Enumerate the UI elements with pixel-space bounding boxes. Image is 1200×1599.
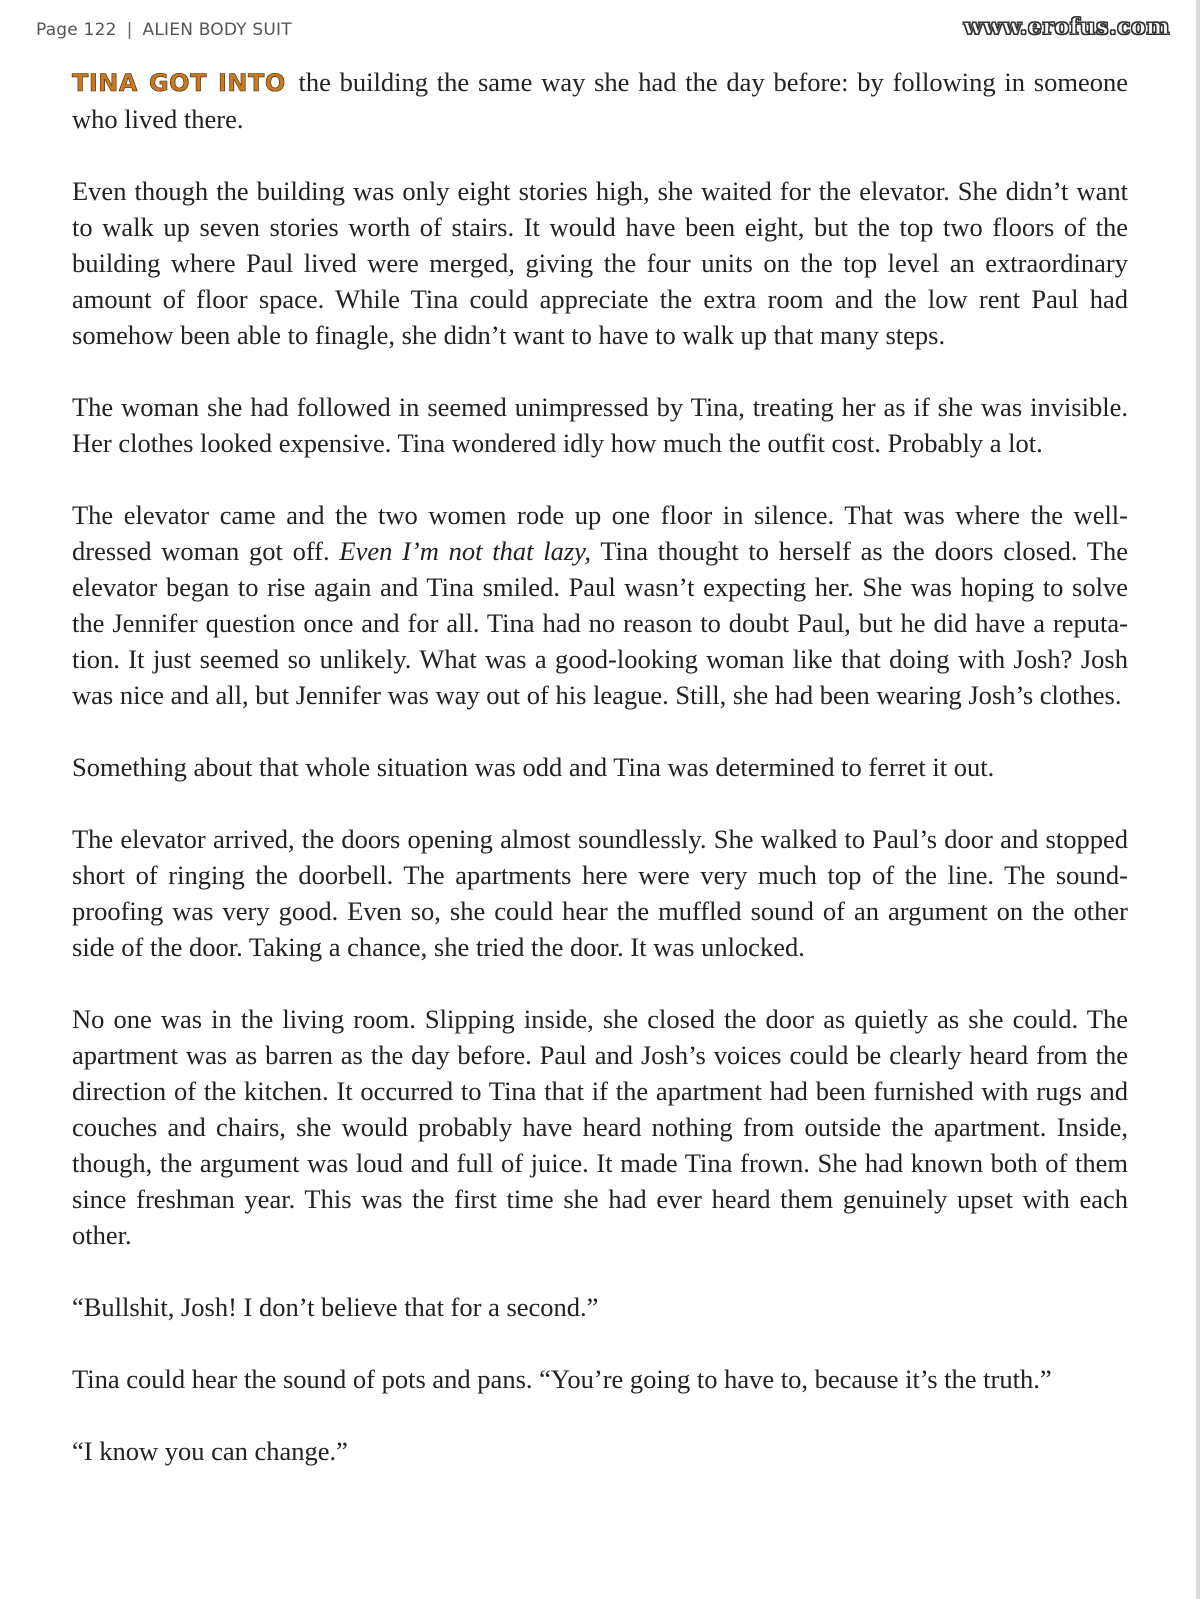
paragraph-4-after: Tina thought to herself as the doors closed. The elevator began to rise again and Tina smiled. Paul wasn’t expecting her. She was hoping to solve the Jennifer question once and for all. Tina had no reason to doubt Paul, but he did have a reputation. It just seemed so unlikely. What was a good-looking woman like that doing with Josh? Josh was nice and all, but Jennifer was way out of his league. Still, she had been wearing Josh’s clothes. bbox=[72, 536, 1128, 710]
paragraph-1 bbox=[72, 64, 1128, 137]
running-header bbox=[36, 20, 292, 40]
header-separator: | bbox=[126, 20, 133, 40]
paragraph-7: No one was in the living room. Slipping inside, she closed the door as quietly as she could. The apartment was as barren as the day before. Paul and Josh’s voices could be clearly heard from the direction of the kitchen. It occurred to Tina that if the apartment had been furnished with rugs and couches and chairs, she would probably have heard nothing from outside the apartment. Inside, though, the argument was loud and full of juice. It made Tina frown. She had known both of them since freshman year. This was the first time she had ever heard them genuinely upset with each other. bbox=[72, 1004, 1128, 1250]
paragraph-2: Even though the building was only eight stories high, she waited for the elevator. She didn’t want to walk up seven stories worth of stairs. It would have been eight, but the top two floors of the building where Paul lived were merged, giving the four units on the top level an extraordinary amount of floor space. While Tina could appreciate the extra room and the low rent Paul had somehow been able to finagle, she didn’t want to have to walk up that many steps. bbox=[72, 176, 1128, 350]
chapter-body bbox=[72, 64, 1128, 1505]
lead-in-text: TINA GOT INTO bbox=[72, 69, 286, 97]
paragraph-1-text: the building the same way she had the day before: by following in someone who lived there. bbox=[72, 67, 1128, 134]
paragraph-5: Something about that whole situation was odd and Tina was determined to ferret it out. bbox=[72, 752, 995, 782]
paragraph-3: The woman she had followed in seemed unimpressed by Tina, treating her as if she was invisible. Her clothes looked expensive. Tina wondered idly how much the outfit cost. Probably a lot. bbox=[72, 392, 1128, 458]
paragraph-10-dialogue: “I know you can change.” bbox=[72, 1436, 348, 1466]
paragraph-4 bbox=[72, 497, 1128, 713]
paragraph-6: The elevator arrived, the doors opening almost soundlessly. She walked to Paul’s door and stopped short of ringing the doorbell. The apartments here were very much top of the line. The soundproofing was very good. Even so, she could hear the muffled sound of an argument on the other side of the door. Taking a chance, she tried the door. It was unlocked. bbox=[72, 824, 1128, 962]
paragraph-4-italic: Even I’m not that lazy, bbox=[339, 536, 592, 566]
page-number: Page 122 bbox=[36, 20, 117, 40]
page-edge-divider bbox=[1196, 0, 1200, 1599]
site-watermark: www.erofus.com bbox=[963, 14, 1170, 40]
paragraph-9: Tina could hear the sound of pots and pans. “You’re going to have to, because it’s the truth.” bbox=[72, 1364, 1052, 1394]
paragraph-8-dialogue: “Bullshit, Josh! I don’t believe that for a second.” bbox=[72, 1292, 599, 1322]
book-title: ALIEN BODY SUIT bbox=[142, 20, 292, 40]
paragraph-4-before: The elevator came and the two women rode up one floor in silence. That was where the well-dressed woman got off. bbox=[72, 500, 1128, 566]
